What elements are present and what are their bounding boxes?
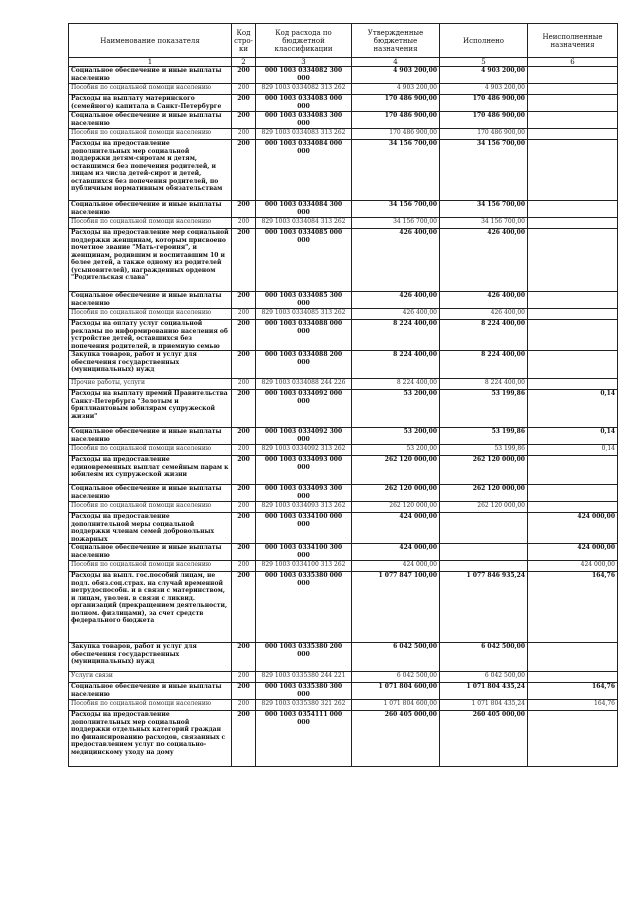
- row-kbk: 829 1003 0334093 313 262: [256, 502, 352, 513]
- row-executed: 262 120 000,00: [440, 502, 528, 513]
- row-executed: 426 400,00: [440, 292, 528, 309]
- row-unexecuted: [528, 485, 618, 502]
- row-kbk: 000 1003 0334088 000 000: [256, 320, 352, 351]
- table-row: [69, 229, 618, 292]
- row-name: Закупка товаров, работ и услуг для обеспечения государственных (муниципальных) нужд: [69, 643, 232, 672]
- row-approved: 262 120 000,00: [352, 456, 440, 485]
- row-code: 200: [232, 428, 256, 445]
- row-kbk: 000 1003 0334092 000 000: [256, 390, 352, 428]
- row-code: 200: [232, 561, 256, 572]
- table-row: [69, 390, 618, 428]
- row-unexecuted: [528, 309, 618, 320]
- table-row: [69, 201, 618, 218]
- row-unexecuted: [528, 456, 618, 485]
- row-unexecuted: 424 000,00: [528, 513, 618, 544]
- row-executed: [440, 544, 528, 561]
- row-name: Социальное обеспечение и иные выплаты населению: [69, 683, 232, 700]
- table-row: [69, 485, 618, 502]
- row-code: 200: [232, 672, 256, 683]
- header-executed: Исполнено: [440, 24, 528, 58]
- row-unexecuted: [528, 292, 618, 309]
- row-unexecuted: 424 000,00: [528, 544, 618, 561]
- table-row: [69, 95, 618, 112]
- row-kbk: 000 1003 0334100 300 000: [256, 544, 352, 561]
- row-executed: 1 071 804 435,24: [440, 683, 528, 700]
- row-approved: 426 400,00: [352, 229, 440, 292]
- row-code: 200: [232, 711, 256, 767]
- row-approved: 262 120 000,00: [352, 485, 440, 502]
- row-unexecuted: 424 000,00: [528, 561, 618, 572]
- row-name: Социальное обеспечение и иные выплаты населению: [69, 112, 232, 129]
- header-code: Код стро-ки: [232, 24, 256, 58]
- row-code: 200: [232, 229, 256, 292]
- row-name: Расходы на выплату премий Правительства Санкт-Петербурга "Золотым и бриллиантовым юбилярам супружеской жизни": [69, 390, 232, 428]
- table-row: [69, 140, 618, 201]
- row-kbk: 829 1003 0334085 313 262: [256, 309, 352, 320]
- row-code: 200: [232, 485, 256, 502]
- row-unexecuted: [528, 672, 618, 683]
- table-row: [69, 112, 618, 129]
- row-unexecuted: 164,76: [528, 683, 618, 700]
- row-name: Пособия по социальной помощи населению: [69, 84, 232, 95]
- table-row: [69, 700, 618, 711]
- header-kbk: Код расхода по бюджетной классификации: [256, 24, 352, 58]
- row-unexecuted: 164,76: [528, 700, 618, 711]
- row-unexecuted: [528, 95, 618, 112]
- row-executed: 6 042 500,00: [440, 643, 528, 672]
- table-row: [69, 218, 618, 229]
- row-approved: 53 200,00: [352, 390, 440, 428]
- table-row: [69, 572, 618, 643]
- row-name: Закупка товаров, работ и услуг для обеспечения государственных (муниципальных) нужд: [69, 351, 232, 379]
- col-number: 3: [256, 58, 352, 67]
- row-name: Расходы на выпл. гос.пособий лицам, не подл. обяз.соц.страх. на случай временной нетрудоспособн. и в связи с материнством, и лицам, уволен. в связи с ликвид. организаций (прекращением деятельности, полном. физлицами), за счет средств федерального бюджета: [69, 572, 232, 643]
- row-executed: 4 903 200,00: [440, 67, 528, 84]
- row-kbk: 829 1003 0335380 321 262: [256, 700, 352, 711]
- row-executed: 262 120 000,00: [440, 456, 528, 485]
- row-approved: 424 000,00: [352, 513, 440, 544]
- table-row: [69, 456, 618, 485]
- row-name: Расходы на предоставление единовременных выплат семейным парам к юбилеям их супружеской жизни: [69, 456, 232, 485]
- row-name: Пособия по социальной помощи населению: [69, 218, 232, 229]
- row-code: 200: [232, 456, 256, 485]
- row-approved: 260 405 000,00: [352, 711, 440, 767]
- row-name: Расходы на предоставление дополнительных мер социальной поддержки детям-сиротам и детям, оставшимся без попечения родителей, и лицам из числа детей-сирот и детей, оставшихся без попечения родителей, по публичным нормативным обязательствам: [69, 140, 232, 201]
- row-kbk: 000 1003 0334093 000 000: [256, 456, 352, 485]
- row-kbk: 829 1003 0334083 313 262: [256, 129, 352, 140]
- col-number: 6: [528, 58, 618, 67]
- row-code: 200: [232, 643, 256, 672]
- row-approved: 8 224 400,00: [352, 351, 440, 379]
- row-unexecuted: [528, 84, 618, 95]
- row-approved: 426 400,00: [352, 292, 440, 309]
- row-name: Социальное обеспечение и иные выплаты населению: [69, 544, 232, 561]
- row-executed: [440, 561, 528, 572]
- row-unexecuted: 164,76: [528, 572, 618, 643]
- row-unexecuted: [528, 129, 618, 140]
- row-code: 200: [232, 84, 256, 95]
- row-name: Пособия по социальной помощи населению: [69, 700, 232, 711]
- row-name: Расходы на оплату услуг социальной рекламы по информированию населения об устройстве детей, оставшихся без попечения родителей, в приемную семью: [69, 320, 232, 351]
- row-executed: 34 156 700,00: [440, 218, 528, 229]
- row-unexecuted: [528, 320, 618, 351]
- row-code: 200: [232, 513, 256, 544]
- row-code: 200: [232, 683, 256, 700]
- table-row: [69, 84, 618, 95]
- row-executed: 260 405 000,00: [440, 711, 528, 767]
- row-code: 200: [232, 67, 256, 84]
- header-approved: Утвержденные бюджетные назначения: [352, 24, 440, 58]
- row-unexecuted: [528, 218, 618, 229]
- row-code: 200: [232, 544, 256, 561]
- row-unexecuted: [528, 140, 618, 201]
- table-row: [69, 292, 618, 309]
- header-name: Наименование показателя: [69, 24, 232, 58]
- table-row: [69, 351, 618, 379]
- row-name: Пособия по социальной помощи населению: [69, 445, 232, 456]
- row-executed: 34 156 700,00: [440, 140, 528, 201]
- row-approved: 8 224 400,00: [352, 379, 440, 390]
- column-number-row: [69, 58, 618, 67]
- row-executed: 53 199,86: [440, 390, 528, 428]
- row-unexecuted: [528, 379, 618, 390]
- row-kbk: 829 1003 0334082 313 262: [256, 84, 352, 95]
- row-code: 200: [232, 700, 256, 711]
- table-row: [69, 544, 618, 561]
- row-kbk: 000 1003 0334083 000 000: [256, 95, 352, 112]
- row-approved: 6 042 500,00: [352, 643, 440, 672]
- row-approved: 4 903 200,00: [352, 84, 440, 95]
- row-executed: 53 199,86: [440, 428, 528, 445]
- table-body: [69, 67, 618, 767]
- row-executed: 53 199,86: [440, 445, 528, 456]
- row-code: 200: [232, 390, 256, 428]
- budget-execution-table: [68, 23, 618, 767]
- row-code: 200: [232, 379, 256, 390]
- row-approved: 426 400,00: [352, 309, 440, 320]
- row-approved: 34 156 700,00: [352, 218, 440, 229]
- row-executed: 170 486 900,00: [440, 112, 528, 129]
- table-row: [69, 643, 618, 672]
- table-row: [69, 67, 618, 84]
- row-unexecuted: [528, 67, 618, 84]
- row-executed: 34 156 700,00: [440, 201, 528, 218]
- row-code: 200: [232, 351, 256, 379]
- table-row: [69, 683, 618, 700]
- row-name: Расходы на выплату материнского (семейного) капитала в Санкт-Петербурге: [69, 95, 232, 112]
- row-name: Пособия по социальной помощи населению: [69, 561, 232, 572]
- row-executed: 426 400,00: [440, 309, 528, 320]
- row-executed: 262 120 000,00: [440, 485, 528, 502]
- row-executed: 8 224 400,00: [440, 320, 528, 351]
- row-unexecuted: [528, 711, 618, 767]
- row-approved: 170 486 900,00: [352, 129, 440, 140]
- row-code: 200: [232, 218, 256, 229]
- row-name: Прочие работы, услуги: [69, 379, 232, 390]
- row-code: 200: [232, 445, 256, 456]
- row-name: Пособия по социальной помощи населению: [69, 309, 232, 320]
- row-approved: 170 486 900,00: [352, 95, 440, 112]
- row-approved: 170 486 900,00: [352, 112, 440, 129]
- row-approved: 4 903 200,00: [352, 67, 440, 84]
- header-unexecuted: Неисполненные назначения: [528, 24, 618, 58]
- row-name: Расходы на предоставление дополнительных мер социальной поддержки отдельных категорий граждан по финансированию расходов, связанных с предоставлением услуг по социально-медицинскому уходу на дому: [69, 711, 232, 767]
- row-approved: 34 156 700,00: [352, 140, 440, 201]
- row-kbk: 829 1003 0334084 313 262: [256, 218, 352, 229]
- row-kbk: 000 1003 0334092 300 000: [256, 428, 352, 445]
- row-kbk: 829 1003 0335380 244 221: [256, 672, 352, 683]
- table-row: [69, 513, 618, 544]
- row-code: 200: [232, 309, 256, 320]
- row-kbk: 000 1003 0334088 200 000: [256, 351, 352, 379]
- row-unexecuted: [528, 229, 618, 292]
- table-row: [69, 129, 618, 140]
- row-approved: 424 000,00: [352, 561, 440, 572]
- col-number: 4: [352, 58, 440, 67]
- row-unexecuted: [528, 112, 618, 129]
- row-kbk: 000 1003 0335380 300 000: [256, 683, 352, 700]
- row-kbk: 829 1003 0334088 244 226: [256, 379, 352, 390]
- row-executed: 1 071 804 435,24: [440, 700, 528, 711]
- row-kbk: 000 1003 0334082 300 000: [256, 67, 352, 84]
- row-code: 200: [232, 292, 256, 309]
- row-name: Пособия по социальной помощи населению: [69, 502, 232, 513]
- row-code: 200: [232, 320, 256, 351]
- table-row: [69, 320, 618, 351]
- row-unexecuted: [528, 351, 618, 379]
- row-kbk: 000 1003 0334083 300 000: [256, 112, 352, 129]
- table-row: [69, 502, 618, 513]
- col-number: 2: [232, 58, 256, 67]
- row-unexecuted: [528, 201, 618, 218]
- row-unexecuted: [528, 502, 618, 513]
- row-code: 200: [232, 572, 256, 643]
- row-name: Социальное обеспечение и иные выплаты населению: [69, 292, 232, 309]
- row-unexecuted: 0,14: [528, 428, 618, 445]
- row-executed: 1 077 846 935,24: [440, 572, 528, 643]
- table-header: [69, 24, 618, 67]
- row-name: Пособия по социальной помощи населению: [69, 129, 232, 140]
- row-kbk: 000 1003 0334084 300 000: [256, 201, 352, 218]
- row-approved: 424 000,00: [352, 544, 440, 561]
- row-code: 200: [232, 112, 256, 129]
- row-approved: 8 224 400,00: [352, 320, 440, 351]
- row-kbk: 000 1003 0334085 000 000: [256, 229, 352, 292]
- row-kbk: 000 1003 0354111 000 000: [256, 711, 352, 767]
- row-code: 200: [232, 201, 256, 218]
- row-kbk: 000 1003 0334085 300 000: [256, 292, 352, 309]
- row-name: Социальное обеспечение и иные выплаты населению: [69, 201, 232, 218]
- row-name: Услуги связи: [69, 672, 232, 683]
- col-number: 1: [69, 58, 232, 67]
- row-approved: 53 200,00: [352, 428, 440, 445]
- row-approved: 1 071 804 600,00: [352, 700, 440, 711]
- row-kbk: 000 1003 0334084 000 000: [256, 140, 352, 201]
- row-executed: 8 224 400,00: [440, 379, 528, 390]
- header-row: [69, 24, 618, 58]
- row-unexecuted: 0,14: [528, 445, 618, 456]
- row-kbk: 000 1003 0335380 000 000: [256, 572, 352, 643]
- row-code: 200: [232, 129, 256, 140]
- table-row: [69, 711, 618, 767]
- table-row: [69, 379, 618, 390]
- row-kbk: 000 1003 0335380 200 000: [256, 643, 352, 672]
- row-code: 200: [232, 95, 256, 112]
- row-executed: 4 903 200,00: [440, 84, 528, 95]
- row-executed: 170 486 900,00: [440, 129, 528, 140]
- row-executed: [440, 513, 528, 544]
- row-executed: 8 224 400,00: [440, 351, 528, 379]
- table-row: [69, 309, 618, 320]
- table-row: [69, 428, 618, 445]
- row-name: Расходы на предоставление мер социальной поддержки женщинам, которым присвоено почетное звание "Мать-героиня", и женщинам, родившим и воспитавшим 10 и более детей, а также одному из родителей (усыновителей), награжденных орденом "Родительская слава": [69, 229, 232, 292]
- row-name: Социальное обеспечение и иные выплаты населению: [69, 428, 232, 445]
- row-approved: 6 042 500,00: [352, 672, 440, 683]
- col-number: 5: [440, 58, 528, 67]
- row-executed: 6 042 500,00: [440, 672, 528, 683]
- row-kbk: 829 1003 0334100 313 262: [256, 561, 352, 572]
- row-name: Социальное обеспечение и иные выплаты населению: [69, 485, 232, 502]
- row-name: Расходы на предоставление дополнительной меры социальной поддержки членам семей добровольных пожарных: [69, 513, 232, 544]
- table-row: [69, 445, 618, 456]
- row-kbk: 000 1003 0334100 000 000: [256, 513, 352, 544]
- row-code: 200: [232, 502, 256, 513]
- row-executed: 426 400,00: [440, 229, 528, 292]
- row-unexecuted: [528, 643, 618, 672]
- row-kbk: 829 1003 0334092 313 262: [256, 445, 352, 456]
- row-kbk: 000 1003 0334093 300 000: [256, 485, 352, 502]
- row-approved: 34 156 700,00: [352, 201, 440, 218]
- table-row: [69, 561, 618, 572]
- row-name: Социальное обеспечение и иные выплаты населению: [69, 67, 232, 84]
- row-code: 200: [232, 140, 256, 201]
- row-approved: 53 200,00: [352, 445, 440, 456]
- row-approved: 1 071 804 600,00: [352, 683, 440, 700]
- row-approved: 262 120 000,00: [352, 502, 440, 513]
- row-approved: 1 077 847 100,00: [352, 572, 440, 643]
- table-row: [69, 672, 618, 683]
- row-unexecuted: 0,14: [528, 390, 618, 428]
- row-executed: 170 486 900,00: [440, 95, 528, 112]
